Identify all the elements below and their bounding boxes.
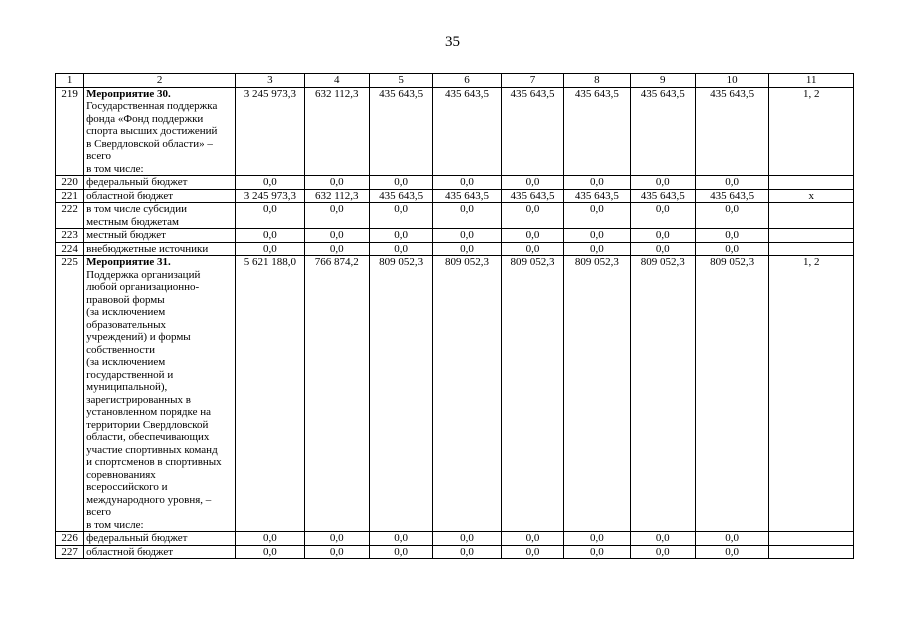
value-cell: 0,0: [564, 532, 630, 546]
value-cell: 0,0: [695, 229, 768, 243]
value-cell: 0,0: [236, 203, 304, 229]
table-row: [56, 229, 854, 243]
row-name: [84, 229, 236, 243]
row-name-line: международного уровня, –: [86, 493, 212, 506]
value-cell: 0,0: [564, 229, 630, 243]
value-cell: 0,0: [695, 242, 768, 256]
row-name-line: всего: [86, 506, 111, 518]
row-name: [84, 532, 236, 546]
value-cell: 0,0: [304, 203, 369, 229]
row-name-line: любой организационно-: [86, 281, 200, 293]
value-cell: 0,0: [369, 203, 432, 229]
value-cell: 0,0: [564, 242, 630, 256]
row-number: 221: [56, 189, 84, 203]
row-name-line: и спортсменов в спортивных: [86, 456, 222, 468]
value-cell: 0,0: [433, 229, 501, 243]
value-cell: 0,0: [695, 203, 768, 229]
value-cell: 0,0: [564, 203, 630, 229]
row-number: 220: [56, 176, 84, 190]
value-cell: 435 643,5: [630, 87, 695, 176]
row-name-line: местный бюджет: [86, 229, 166, 241]
value-cell: 0,0: [369, 176, 432, 190]
value-cell: 0,0: [433, 203, 501, 229]
value-cell: 435 643,5: [501, 189, 563, 203]
column-header: 4: [304, 74, 369, 88]
row-name: [84, 87, 236, 176]
value-cell: 0,0: [236, 242, 304, 256]
value-cell: 0,0: [236, 532, 304, 546]
row-name-line: спорта высших достижений: [86, 125, 218, 137]
reference-cell: [769, 242, 854, 256]
row-name-line: всероссийского и: [86, 481, 168, 493]
table-row: [56, 256, 854, 532]
row-name-line: областной бюджет: [86, 545, 174, 558]
column-header: 9: [630, 74, 695, 88]
table-row: [56, 203, 854, 229]
row-name-line: установленном порядке на: [86, 406, 211, 418]
value-cell: 0,0: [369, 532, 432, 546]
row-name-line: соревнованиях: [86, 468, 156, 481]
value-cell: 0,0: [630, 242, 695, 256]
value-cell: 809 052,3: [630, 256, 695, 532]
row-name-line: (за исключением: [86, 356, 166, 368]
row-name-line: федеральный бюджет: [86, 176, 188, 188]
value-cell: 5 621 188,0: [236, 256, 304, 532]
row-name: [84, 203, 236, 229]
value-cell: 0,0: [433, 242, 501, 256]
activity-title: Мероприятие 30.: [86, 87, 171, 100]
reference-cell: [769, 532, 854, 546]
value-cell: 632 112,3: [304, 87, 369, 176]
column-header: 3: [236, 74, 304, 88]
value-cell: 0,0: [695, 176, 768, 190]
value-cell: 809 052,3: [695, 256, 768, 532]
value-cell: 3 245 973,3: [236, 189, 304, 203]
reference-cell: 1, 2: [769, 87, 854, 176]
value-cell: 0,0: [433, 545, 501, 559]
budget-table: [55, 73, 854, 559]
row-name-line: (за исключением: [86, 306, 166, 318]
column-header: 8: [564, 74, 630, 88]
value-cell: 809 052,3: [564, 256, 630, 532]
value-cell: 809 052,3: [501, 256, 563, 532]
table-row: [56, 242, 854, 256]
value-cell: 0,0: [630, 545, 695, 559]
row-name: [84, 256, 236, 532]
value-cell: 0,0: [304, 242, 369, 256]
row-name: [84, 189, 236, 203]
row-name-line: зарегистрированных в: [86, 393, 191, 406]
value-cell: 632 112,3: [304, 189, 369, 203]
row-name-line: федеральный бюджет: [86, 532, 188, 544]
reference-cell: [769, 229, 854, 243]
value-cell: 0,0: [369, 545, 432, 559]
value-cell: 0,0: [433, 176, 501, 190]
row-name-line: в том числе:: [86, 162, 144, 175]
value-cell: 435 643,5: [369, 87, 432, 176]
row-name-line: внебюджетные источники: [86, 242, 209, 255]
row-name-line: муниципальной),: [86, 381, 168, 393]
reference-cell: 1, 2: [769, 256, 854, 532]
reference-cell: [769, 176, 854, 190]
row-name-line: фонда «Фонд поддержки: [86, 112, 204, 125]
reference-cell: [769, 545, 854, 559]
value-cell: 0,0: [369, 229, 432, 243]
page-number: 35: [445, 34, 460, 50]
table-row: [56, 87, 854, 176]
row-name-line: Поддержка организаций: [86, 268, 201, 281]
row-name: [84, 545, 236, 559]
row-name-line: Государственная поддержка: [86, 100, 218, 112]
value-cell: 435 643,5: [501, 87, 563, 176]
row-number: 223: [56, 229, 84, 243]
value-cell: 0,0: [564, 176, 630, 190]
reference-cell: [769, 203, 854, 229]
reference-cell: x: [769, 189, 854, 203]
value-cell: 435 643,5: [695, 87, 768, 176]
value-cell: 0,0: [236, 545, 304, 559]
row-name-line: местным бюджетам: [86, 215, 179, 228]
value-cell: 0,0: [630, 532, 695, 546]
row-name-line: области, обеспечивающих: [86, 431, 210, 443]
column-header: 7: [501, 74, 563, 88]
value-cell: 0,0: [501, 229, 563, 243]
value-cell: 0,0: [564, 545, 630, 559]
row-name-line: всего: [86, 150, 111, 162]
column-header: 2: [84, 74, 236, 88]
table-row: [56, 545, 854, 559]
value-cell: 0,0: [501, 176, 563, 190]
row-name-line: участие спортивных команд: [86, 443, 218, 456]
column-header: 5: [369, 74, 432, 88]
row-name-line: образовательных: [86, 318, 167, 331]
value-cell: 766 874,2: [304, 256, 369, 532]
row-number: 222: [56, 203, 84, 229]
value-cell: 0,0: [304, 545, 369, 559]
table-body: [56, 87, 854, 559]
value-cell: 435 643,5: [433, 87, 501, 176]
row-number: 224: [56, 242, 84, 256]
column-header: 11: [769, 74, 854, 88]
table-row: [56, 176, 854, 190]
row-name-line: государственной и: [86, 368, 174, 381]
value-cell: 0,0: [304, 229, 369, 243]
value-cell: 0,0: [630, 176, 695, 190]
header-row: [56, 74, 854, 88]
value-cell: 0,0: [369, 242, 432, 256]
value-cell: 435 643,5: [564, 87, 630, 176]
value-cell: 435 643,5: [564, 189, 630, 203]
row-number: 225: [56, 256, 84, 532]
value-cell: 3 245 973,3: [236, 87, 304, 176]
row-name-line: в Свердловской области» –: [86, 137, 213, 150]
row-number: 227: [56, 545, 84, 559]
value-cell: 435 643,5: [630, 189, 695, 203]
row-number: 219: [56, 87, 84, 176]
value-cell: 0,0: [236, 176, 304, 190]
value-cell: 0,0: [695, 532, 768, 546]
row-name-line: в том числе субсидии: [86, 203, 188, 215]
column-header: 10: [695, 74, 768, 88]
value-cell: 0,0: [236, 229, 304, 243]
column-header: 1: [56, 74, 84, 88]
activity-title: Мероприятие 31.: [86, 256, 171, 268]
value-cell: 0,0: [501, 532, 563, 546]
value-cell: 435 643,5: [433, 189, 501, 203]
value-cell: 435 643,5: [695, 189, 768, 203]
value-cell: 0,0: [501, 242, 563, 256]
value-cell: 0,0: [304, 176, 369, 190]
table-row: [56, 189, 854, 203]
value-cell: 0,0: [630, 229, 695, 243]
row-name-line: в том числе:: [86, 518, 144, 531]
row-name: [84, 176, 236, 190]
column-header: 6: [433, 74, 501, 88]
value-cell: 0,0: [501, 203, 563, 229]
row-name-line: учреждений) и формы: [86, 331, 191, 343]
value-cell: 0,0: [695, 545, 768, 559]
row-name: [84, 242, 236, 256]
row-name-line: собственности: [86, 343, 155, 356]
value-cell: 809 052,3: [369, 256, 432, 532]
value-cell: 809 052,3: [433, 256, 501, 532]
value-cell: 0,0: [630, 203, 695, 229]
value-cell: 0,0: [304, 532, 369, 546]
value-cell: 0,0: [501, 545, 563, 559]
row-number: 226: [56, 532, 84, 546]
table-row: [56, 532, 854, 546]
row-name-line: правовой формы: [86, 293, 165, 306]
value-cell: 435 643,5: [369, 189, 432, 203]
row-name-line: территории Свердловской: [86, 418, 209, 431]
row-name-line: областной бюджет: [86, 189, 174, 202]
value-cell: 0,0: [433, 532, 501, 546]
